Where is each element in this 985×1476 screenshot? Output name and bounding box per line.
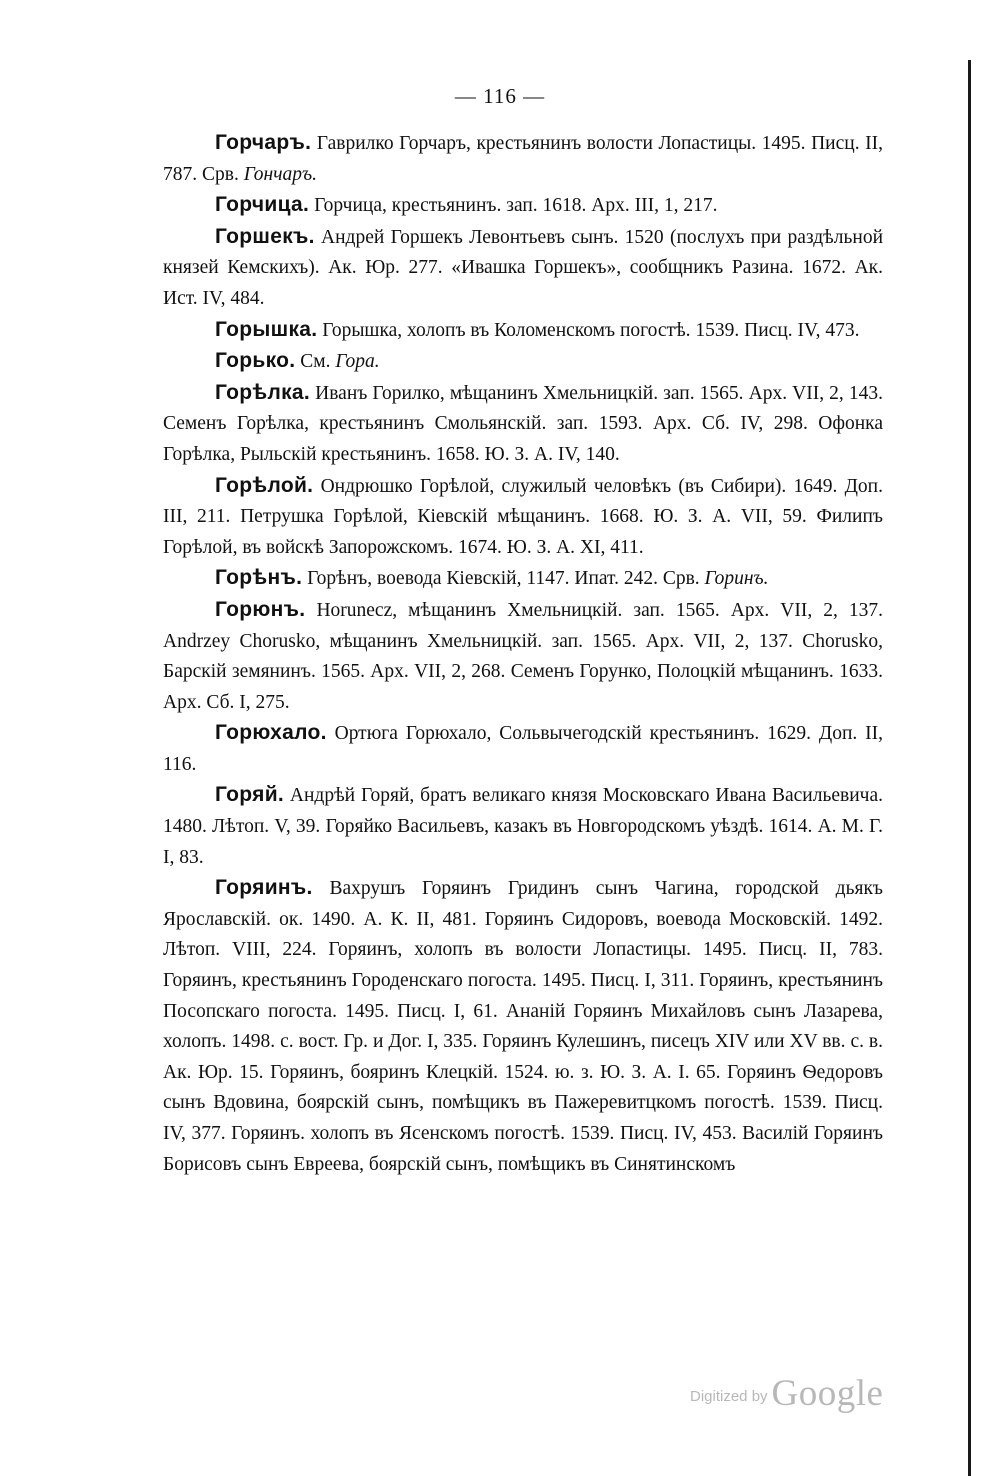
page-edge-line (968, 60, 971, 1476)
entry-body: Горышка, холопъ въ Коломенскомъ погостѣ. 1539. Писц. IV, 473. (322, 319, 860, 341)
entry-goryain (163, 873, 883, 1180)
watermark-prefix: Digitized by (690, 1388, 768, 1405)
entry-body: Иванъ Горилко, мѣщанинъ Хмельницкій. зап. 1565. Арх. VII, 2, 143. Семенъ Горѣлка, крестьянинъ Смольянскій. зап. 1593. Арх. Сб. IV, 298. Офонка Горѣлка, Рыльскій крестьянинъ. 1658. Ю. З. А. IV, 140. (163, 382, 883, 465)
entry-gorchitsa (163, 190, 883, 222)
entry-cross-reference: Гора. (335, 351, 380, 373)
entry-gorko (163, 346, 883, 378)
entry-headword: Горѣлой. (215, 473, 314, 497)
entry-headword: Горчаръ. (215, 131, 312, 154)
entry-headword: Горюнъ. (215, 597, 306, 621)
entry-headword: Горяинъ. (215, 876, 313, 900)
entry-headword: Горчица. (215, 193, 310, 217)
entry-cross-reference: Горинъ. (704, 568, 769, 590)
entry-body: Горѣнъ, воевода Кіевскій, 1147. Ипат. 242. Срв. (307, 568, 700, 590)
entry-body: Андрей Горшекъ Левонтьевъ сынъ. 1520 (послухъ при раздѣльной князей Кемскихъ). Ак. Юр. 277. «Ивашка Горшекъ», сообщникъ Разина. 1672. Ак. Ист. IV, 484. (163, 226, 883, 309)
entry-gorshek (163, 222, 883, 315)
entry-goryshka (163, 315, 883, 347)
entry-goryukhalo (163, 718, 883, 780)
entry-gorchar (163, 128, 883, 190)
dictionary-text (163, 128, 883, 1180)
digitization-watermark (690, 1372, 883, 1415)
entry-body: Horunecz, мѣщанинъ Хмельницкій. зап. 1565. Арх. VII, 2, 137. Andrzey Chorusko, мѣщанинъ Хмельницкій. зап. 1565. Арх. VII, 2, 137. Chorusko, Барскій земянинъ. 1565. Арх. VII, 2, 268. Семенъ Горунко, Полоцкій мѣщанинъ. 1633. Арх. Сб. I, 275. (163, 599, 884, 713)
entry-goryay (163, 780, 883, 873)
entry-body: Вахрушъ Горяинъ Гридинъ сынъ Чагина, городской дьякъ Ярославскій. ок. 1490. А. К. II, 481. Горяинъ Сидоровъ, воевода Московскій. 1492. Лѣтоп. VIII, 224. Горяинъ, холопъ въ волости Лопастицы. 1495. Писц. II, 783. Горяинъ, крестьянинъ Городенскаго погоста. 1495. Писц. I, 311. Горяинъ, крестьянинъ Посопскаго погоста. 1495. Писц. I, 61. Ананій Горяинъ Михайловъ сынъ Лазарева, холопъ. 1498. с. вост. Гр. и Дог. I, 335. Горяинъ Кулешинъ, писецъ XIV или XV вв. с. в. Ак. Юр. 15. Горяинъ, бояринъ Клецкій. 1524. ю. з. Ю. З. А. I. 65. Горяинъ Ѳедоровъ сынъ Вдовина, боярскій сынъ, помѣщикъ въ Пажеревитцкомъ погостѣ. 1539. Писц. IV, 377. Горяинъ. холопъ въ Ясенскомъ погостѣ. 1539. Писц. IV, 453. Василій Горяинъ Борисовъ сынъ Евреева, боярскій сынъ, помѣщикъ въ Синятинскомъ (163, 878, 884, 1175)
entry-body: Ондрюшко Горѣлой, служилый человѣкъ (въ Сибири). 1649. Доп. III, 211. Петрушка Горѣлой, Кіевскій мѣщанинъ. 1668. Ю. З. А. VII, 59. Филипъ Горѣлой, въ войскѣ Запорожскомъ. 1674. Ю. З. А. XI, 411. (163, 475, 883, 558)
entry-goren (163, 563, 883, 595)
entry-body: Ортюга Горюхало, Сольвычегодскій крестьянинъ. 1629. Доп. II, 116. (163, 723, 883, 775)
entry-headword: Горышка. (215, 317, 318, 341)
entry-cross-reference: Гончаръ. (243, 163, 318, 185)
entry-body: Гаврилко Горчаръ, крестьянинъ волости Лопастицы. 1495. Писц. II, 787. Срв. (163, 133, 884, 185)
watermark-brand-logo: Google (771, 1373, 884, 1414)
entry-headword: Горшекъ. (215, 224, 315, 248)
entry-headword: Горѣлка. (215, 380, 311, 404)
entry-headword: Горько. (215, 349, 296, 373)
entry-headword: Горяй. (215, 783, 285, 807)
entry-gorelo (163, 471, 883, 564)
page-number: — 116 — (454, 84, 546, 108)
entry-goryun (163, 595, 883, 718)
entry-body: Горчица, крестьянинъ. зап. 1618. Арх. III, 1, 217. (314, 195, 718, 217)
entry-headword: Горѣнъ. (215, 566, 303, 590)
entry-body: Андрѣй Горяй, братъ великаго князя Московскаго Ивана Васильевича. 1480. Лѣтоп. V, 39. Горяйко Васильевъ, казакъ въ Новгородскомъ уѣздѣ. 1614. А. М. Г. I, 83. (163, 785, 884, 868)
entry-gorelka (163, 378, 883, 471)
entry-body: См. (300, 351, 331, 373)
entry-headword: Горюхало. (215, 721, 327, 745)
